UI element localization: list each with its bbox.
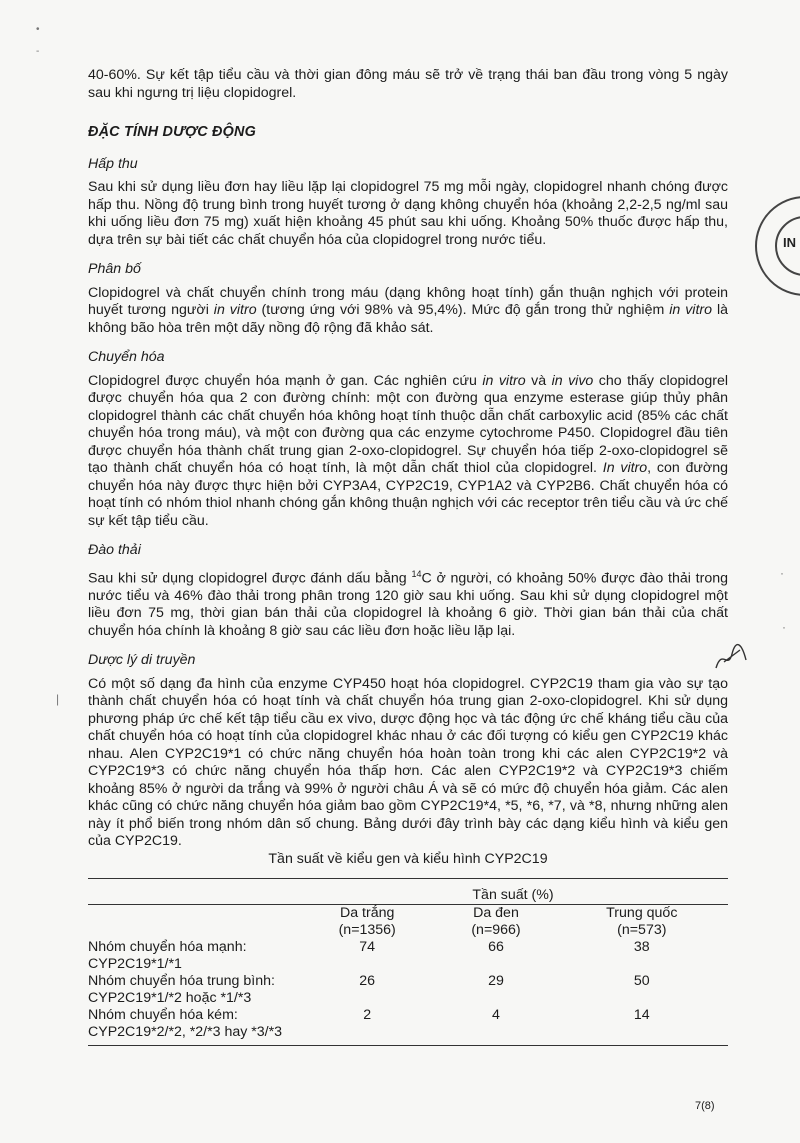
document-body <box>88 67 728 1046</box>
scan-mark: · <box>780 566 784 580</box>
scan-mark: | <box>56 692 60 706</box>
metabolism-paragraph: Clopidogrel được chuyển hóa mạnh ở gan. Các nghiên cứu in vitro và in vivo cho thấy clopidogrel được chuyển hóa qua 2 con đường chính: một con đường qua enzyme esterase giúp thủy phân clopidogrel thành các chất chuyển hóa không hoạt tính thuộc dẫn chất carboxylic acid (85% các chất chuyển hóa trong máu), và một con đường qua các enzyme cytochrome P450. Clopidogrel đầu tiên được chuyển hóa thành chất trung gian 2-oxo-clopidogrel. Sự chuyển hóa tiếp 2-oxo-clopidogrel sẽ tạo thành chất chuyển hóa có hoạt tính, là một dẫn chất thiol của clopidogrel. In vitro, con đường chuyển hóa này được thực hiện bởi CYP3A4, CYP2C19, CYP1A2 và CYP2B6. Chất chuyển hóa có hoạt tính có nhóm thiol nhanh chóng gắn không thuận nghịch với các receptor trên tiểu cầu và ức chế sự kết tập tiểu cầu. <box>88 372 728 529</box>
subheading-absorption: Hấp thu <box>88 155 138 172</box>
subheading-metabolism: Chuyển hóa <box>88 349 165 365</box>
table-column-header: Da trắng (n=1356) <box>338 905 396 939</box>
table-group-header: Tần suất (%) <box>298 887 728 905</box>
intro-paragraph: 40-60%. Sự kết tập tiểu cầu và thời gian đông máu sẽ trở về trạng thái ban đầu trong vòng 5 ngày sau khi ngưng trị liệu clopidogrel. <box>88 67 728 101</box>
table-row: Nhóm chuyển hóa kém: CYP2C19*2/*2, *2/*3 hay *3/*3 2 4 14 <box>88 1007 650 1041</box>
subheading-distribution: Phân bố <box>88 261 141 277</box>
genotype-frequency-table <box>88 878 728 1046</box>
table-title: Tần suất về kiểu gen và kiểu hình CYP2C19 <box>268 850 548 867</box>
company-stamp: IN <box>755 196 800 296</box>
scan-mark: - <box>36 46 40 57</box>
elimination-paragraph: Sau khi sử dụng clopidogrel được đánh dấu bằng $^{14}$C ở người, có khoảng 50% được đào thải trong nước tiểu và 46% đào thải trong phân trong 120 giờ sau khi uống. Sau khi sử dụng clopidogrel một liều đơn 75 mg, thời gian bán thải của clopidogrel là khoảng 6 giờ. Thời gian bán thải của chất chuyển hóa chính là khoảng 8 giờ sau các liều đơn hoặc liều lặp lại. <box>88 568 728 639</box>
section-title: ĐẶC TÍNH DƯỢC ĐỘNG <box>88 124 256 140</box>
absorption-paragraph: Sau khi sử dụng liều đơn hay liều lặp lại clopidogrel 75 mg mỗi ngày, clopidogrel nhanh chóng được hấp thu. Nồng độ trung bình trong huyết tương ở dạng không chuyển hóa (khoảng 2,2-2,5 ng/ml sau khi uống liều đơn 75 mg) xuất hiện khoảng 45 phút sau khi uống. Khoảng 50% thuốc được hấp thu, dựa trên sự bài tiết các chất chuyển hóa của clopidogrel trong nước tiểu. <box>88 179 728 248</box>
table-column-header: Trung quốc (n=573) <box>606 905 678 939</box>
pharmacogenetics-paragraph: Có một số dạng đa hình của enzyme CYP450 hoạt hóa clopidogrel. CYP2C19 tham gia vào sự tạo thành chất chuyển hóa có hoạt tính và chất chuyển hóa trung gian 2-oxo-clopidogrel. Khi sử dụng phương pháp ức chế kết tập tiểu cầu ex vivo, dược động học và tác động ức chế kháng tiểu cầu của chất chuyển hóa có hoạt tính của clopidogrel khác nhau ở các đối tượng có kiểu gen CYP2C19 khác nhau. Alen CYP2C19*1 có chức năng chuyển hóa hoàn toàn trong khi các alen CYP2C19*2 và CYP2C19*3 có chức năng chuyển hóa thấp hơn. Các alen CYP2C19*2 và CYP2C19*3 chiếm khoảng 85% ở người da trắng và 99% ở người châu Á và sẽ có mức độ chuyển hóa giảm. Các alen khác cũng có chức năng chuyển hóa giảm bao gồm CYP2C19*4, *5, *6, *7, và *8, nhưng những alen này ít phổ biến trong nhóm dân số chung. Bảng dưới đây trình bày các dạng kiểu hình và kiểu gen của CYP2C19. <box>88 675 728 850</box>
table-row: Nhóm chuyển hóa trung bình: CYP2C19*1/*2 hoặc *1/*3 26 29 50 <box>88 973 650 1007</box>
distribution-paragraph: Clopidogrel và chất chuyển chính trong máu (dạng không hoạt tính) gắn thuận nghịch với protein huyết tương người in vitro (tương ứng với 98% và 95,4%). Mức độ gắn trong thử nghiệm in vitro là không bão hòa trên một dãy nồng độ rộng đã khảo sát. <box>88 284 729 336</box>
table-column-header: Da đen (n=966) <box>471 905 521 939</box>
subheading-elimination: Đào thải <box>88 542 141 558</box>
handwritten-signature <box>712 640 752 676</box>
scan-mark: • <box>36 24 40 35</box>
table-row: Nhóm chuyển hóa mạnh: CYP2C19*1/*1 74 66 38 <box>88 939 650 973</box>
subheading-pharmacogenetics: Dược lý di truyền <box>88 652 196 669</box>
page-number: 7(8) <box>695 1100 715 1112</box>
scan-mark: · <box>782 620 786 634</box>
